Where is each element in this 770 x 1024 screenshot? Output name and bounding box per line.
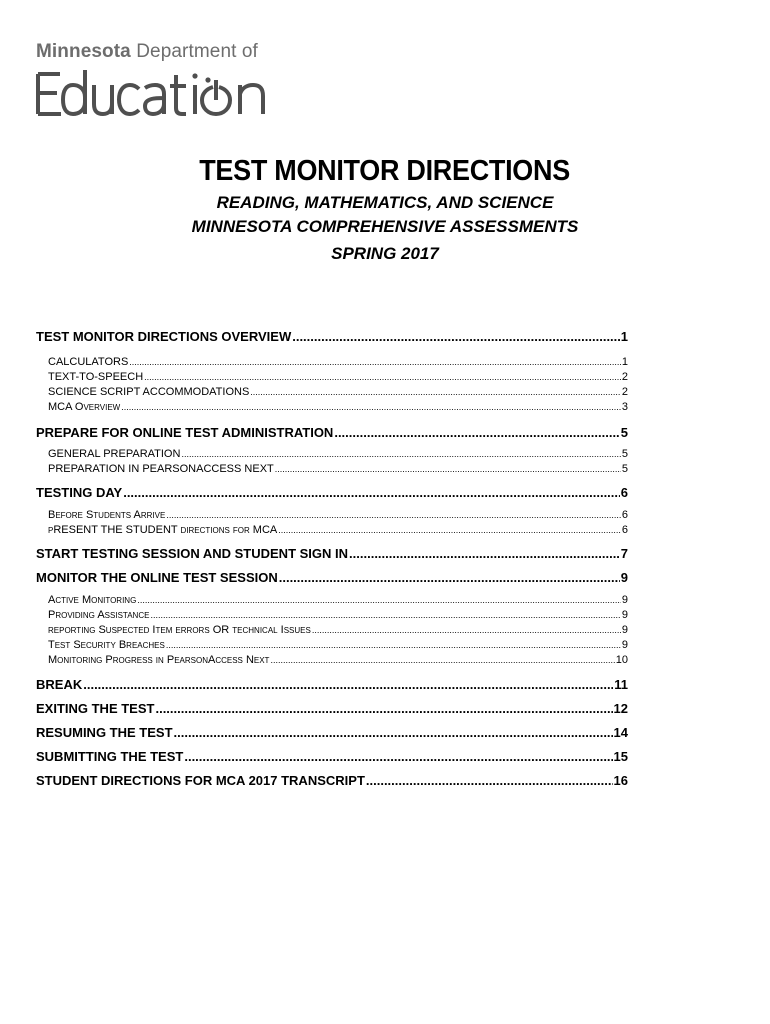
toc-entry-exiting[interactable] — [36, 701, 628, 717]
toc-leader-dots — [83, 677, 613, 693]
document-subtitle-season: SPRING 2017 — [331, 244, 439, 263]
toc-entry-title: SCIENCE SCRIPT ACCOMMODATIONS — [48, 386, 250, 398]
toc-leader-dots — [144, 371, 621, 384]
mde-logo — [36, 40, 296, 120]
toc-entry-title: TESTING DAY — [36, 485, 123, 500]
toc-entry-break[interactable] — [36, 677, 628, 693]
toc-entry-title: TEST MONITOR DIRECTIONS OVERVIEW — [36, 329, 292, 344]
toc-entry-pearsonaccess-preparation[interactable] — [48, 463, 628, 476]
toc-entry-title: Before Students Arrive — [48, 509, 166, 521]
toc-page-number: 14 — [613, 725, 628, 740]
toc-entry-calculators[interactable] — [48, 356, 628, 369]
logo-education-wordmark — [34, 64, 296, 120]
toc-entry-monitoring-progress[interactable] — [48, 654, 628, 667]
toc-page-number: 2 — [621, 371, 628, 383]
toc-entry-title: CALCULATORS — [48, 356, 129, 368]
toc-leader-dots — [278, 524, 621, 537]
toc-entry-overview[interactable] — [36, 329, 628, 345]
toc-entry-prepare[interactable] — [36, 425, 628, 441]
toc-entry-title: STUDENT DIRECTIONS FOR MCA 2017 TRANSCRIPT — [36, 773, 365, 788]
toc-page-number: 7 — [620, 546, 628, 561]
toc-entry-security-breaches[interactable] — [48, 639, 628, 652]
toc-leader-dots — [250, 386, 621, 399]
toc-entry-title: Test Security Breaches — [48, 639, 165, 651]
toc-entry-monitor-session[interactable] — [36, 570, 628, 586]
toc-entry-text-to-speech[interactable] — [48, 371, 628, 384]
toc-entry-mca-overview[interactable] — [48, 401, 628, 414]
toc-entry-title: TEXT-TO-SPEECH — [48, 371, 144, 383]
toc-leader-dots — [137, 594, 621, 607]
toc-entry-before-students-arrive[interactable] — [48, 509, 628, 522]
toc-entry-transcript[interactable] — [36, 773, 628, 789]
toc-leader-dots — [121, 401, 621, 414]
toc-page-number: 1 — [620, 329, 628, 344]
toc-page-number: 16 — [613, 773, 628, 788]
toc-page-number: 5 — [621, 448, 628, 460]
toc-entry-title: PREPARATION IN PEARSONACCESS NEXT — [48, 463, 274, 475]
toc-entry-title: PREPARE FOR ONLINE TEST ADMINISTRATION — [36, 425, 334, 440]
toc-leader-dots — [174, 725, 613, 741]
toc-leader-dots — [166, 509, 621, 522]
toc-page-number: 12 — [613, 701, 628, 716]
toc-leader-dots — [275, 463, 621, 476]
toc-entry-present-directions[interactable] — [48, 524, 628, 537]
toc-page-number: 15 — [613, 749, 628, 764]
toc-page-number: 6 — [621, 524, 628, 536]
toc-entry-reporting-errors[interactable] — [48, 624, 628, 637]
toc-entry-science-script[interactable] — [48, 386, 628, 399]
toc-entry-title: pRESENT THE STUDENT directions for MCA — [48, 524, 278, 536]
toc-page-number: 6 — [621, 509, 628, 521]
logo-state-name: Minnesota — [36, 41, 131, 62]
toc-page-number: 9 — [621, 609, 628, 621]
toc-page-number: 9 — [621, 594, 628, 606]
toc-leader-dots — [279, 570, 620, 586]
toc-entry-title: SUBMITTING THE TEST — [36, 749, 184, 764]
toc-leader-dots — [292, 329, 620, 345]
toc-entry-title: reporting Suspected Item errors OR technical Issues — [48, 624, 311, 636]
toc-page-number: 10 — [615, 654, 628, 666]
toc-page-number: 5 — [621, 463, 628, 475]
toc-page-number: 2 — [621, 386, 628, 398]
toc-page-number: 5 — [620, 425, 628, 440]
toc-entry-resuming[interactable] — [36, 725, 628, 741]
toc-entry-title: START TESTING SESSION AND STUDENT SIGN IN — [36, 546, 349, 561]
toc-leader-dots — [155, 701, 612, 717]
document-subtitle-subjects: READING, MATHEMATICS, AND SCIENCE — [216, 193, 554, 212]
toc-entry-submitting[interactable] — [36, 749, 628, 765]
toc-entry-title: MONITOR THE ONLINE TEST SESSION — [36, 570, 278, 585]
toc-entry-title: Providing Assistance — [48, 609, 150, 621]
toc-entry-title: Active Monitoring — [48, 594, 137, 606]
toc-entry-start-testing[interactable] — [36, 546, 628, 562]
toc-entry-title: MCA Overview — [48, 401, 121, 413]
toc-entry-title: GENERAL PREPARATION — [48, 448, 181, 460]
toc-leader-dots — [150, 609, 620, 622]
toc-entry-title: BREAK — [36, 677, 83, 692]
toc-leader-dots — [166, 639, 621, 652]
toc-leader-dots — [184, 749, 612, 765]
toc-entry-general-preparation[interactable] — [48, 448, 628, 461]
toc-entry-active-monitoring[interactable] — [48, 594, 628, 607]
logo-department-line — [36, 40, 258, 64]
toc-leader-dots — [123, 485, 620, 501]
toc-entry-providing-assistance[interactable] — [48, 609, 628, 622]
toc-entry-title: Monitoring Progress in PearsonAccess Next — [48, 654, 270, 666]
toc-entry-title: RESUMING THE TEST — [36, 725, 173, 740]
toc-leader-dots — [129, 356, 621, 369]
toc-page-number: 9 — [621, 639, 628, 651]
toc-page-number: 9 — [621, 624, 628, 636]
toc-page-number: 3 — [621, 401, 628, 413]
toc-entry-testing-day[interactable] — [36, 485, 628, 501]
toc-page-number: 11 — [614, 677, 628, 692]
document-subtitle-assessment: MINNESOTA COMPREHENSIVE ASSESSMENTS — [191, 217, 579, 236]
toc-leader-dots — [366, 773, 613, 789]
toc-page-number: 6 — [620, 485, 628, 500]
toc-page-number: 9 — [620, 570, 628, 585]
toc-entry-title: EXITING THE TEST — [36, 701, 155, 716]
logo-department-text: Department of — [130, 41, 258, 62]
toc-leader-dots — [181, 448, 620, 461]
toc-leader-dots — [349, 546, 620, 562]
toc-page-number: 1 — [621, 356, 628, 368]
document-title: TEST MONITOR DIRECTIONS — [199, 155, 570, 187]
toc-leader-dots — [312, 624, 621, 637]
toc-leader-dots — [270, 654, 614, 667]
toc-leader-dots — [334, 425, 619, 441]
